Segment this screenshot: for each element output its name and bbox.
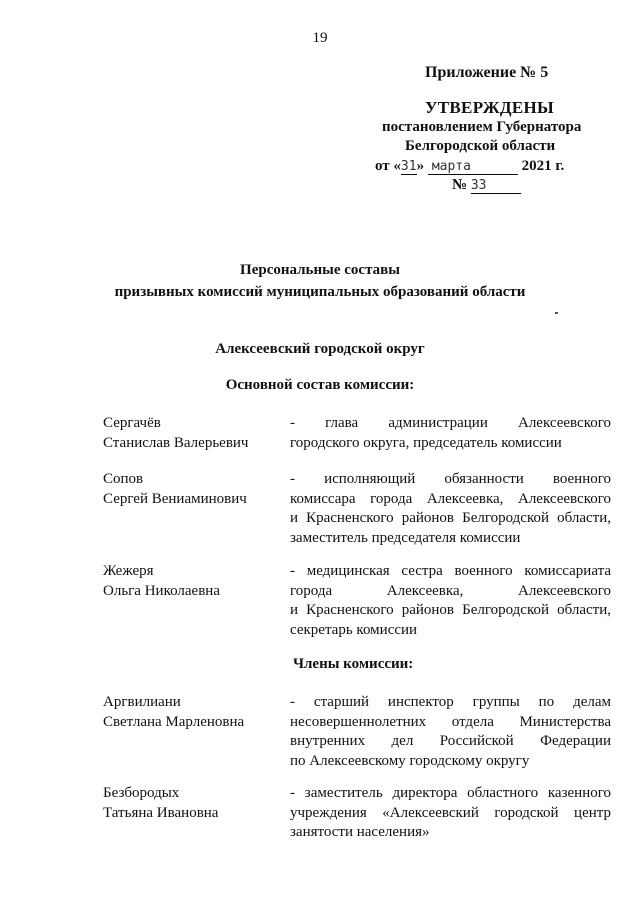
- member-name: [103, 784, 283, 823]
- main-section-heading: Основной состав комиссии:: [225, 377, 415, 393]
- member-surname: Сергачёв: [103, 415, 161, 431]
- member-role: [290, 784, 611, 843]
- approved-heading: УТВЕРЖДЕНЫ: [425, 98, 555, 117]
- role-line: - медицинская сестра военного комиссариата: [290, 563, 611, 579]
- member-given-names: Сергей Вениаминович: [103, 490, 247, 507]
- appendix-label: Приложение № 5: [425, 64, 549, 81]
- role-line: секретарь комиссии: [290, 621, 418, 638]
- member-surname: Жежеря: [103, 563, 154, 579]
- role-line: - глава администрации Алексеевского: [290, 415, 611, 431]
- member-given-names: Татьяна Ивановна: [103, 804, 219, 821]
- role-line: и Красненского районов Белгородской области,: [290, 510, 611, 526]
- role-line: по Алексеевскому городскому округу: [290, 752, 530, 769]
- date-quote-close: »: [416, 158, 425, 174]
- decree-line-1: постановлением Губернатора: [382, 119, 582, 135]
- role-line: и Красненского районов Белгородской области,: [290, 602, 611, 618]
- role-line: города Алексеевка, Алексеевского: [290, 582, 611, 599]
- number-value: 33: [471, 178, 521, 194]
- member-name: [103, 562, 283, 601]
- number-prefix: №: [452, 177, 468, 193]
- member-surname: Безбородых: [103, 785, 180, 801]
- member-role: [290, 470, 611, 548]
- member-name: [103, 414, 283, 453]
- member-given-names: Ольга Николаевна: [103, 582, 220, 599]
- document-title-line-1: Персональные составы: [240, 262, 400, 278]
- role-line: заместитель председателя комиссии: [290, 529, 521, 546]
- decree-number: [452, 177, 521, 194]
- member-role: [290, 414, 611, 453]
- role-line: комиссара города Алексеевка, Алексеевского: [290, 490, 611, 507]
- decree-date: [375, 158, 564, 175]
- role-line: - заместитель директора областного казенного: [290, 785, 611, 801]
- document-title-line-2: призывных комиссий муниципальных образований области: [114, 284, 526, 300]
- member-role: [290, 693, 611, 771]
- member-name: [103, 470, 283, 509]
- date-prefix: от «: [375, 158, 401, 174]
- date-day: 31: [400, 159, 417, 174]
- member-given-names: Станислав Валерьевич: [103, 434, 249, 451]
- role-line: внутренних дел Российской Федерации: [290, 733, 611, 749]
- role-line: - старший инспектор группы по делам: [290, 694, 611, 710]
- role-line: занятости населения»: [290, 824, 430, 840]
- district-heading: Алексеевский городской округ: [215, 341, 425, 357]
- date-month: марта: [428, 159, 518, 175]
- member-name: [103, 693, 283, 732]
- members-heading: Члены комиссии:: [293, 656, 414, 672]
- role-line: - исполняющий обязанности военного: [290, 471, 611, 487]
- scan-dot: [555, 312, 558, 314]
- role-line: несовершеннолетних отдела Министерства: [290, 713, 611, 730]
- member-role: [290, 562, 611, 640]
- role-line: учреждения «Алексеевский городской центр: [290, 804, 611, 821]
- role-line: городского округа, председатель комиссии: [290, 434, 562, 451]
- page-number: 19: [312, 30, 328, 46]
- member-given-names: Светлана Марленовна: [103, 713, 245, 730]
- date-year: 2021 г.: [521, 158, 565, 174]
- member-surname: Аргвилиани: [103, 694, 181, 710]
- member-surname: Сопов: [103, 471, 144, 487]
- decree-line-2: Белгородской области: [405, 138, 556, 154]
